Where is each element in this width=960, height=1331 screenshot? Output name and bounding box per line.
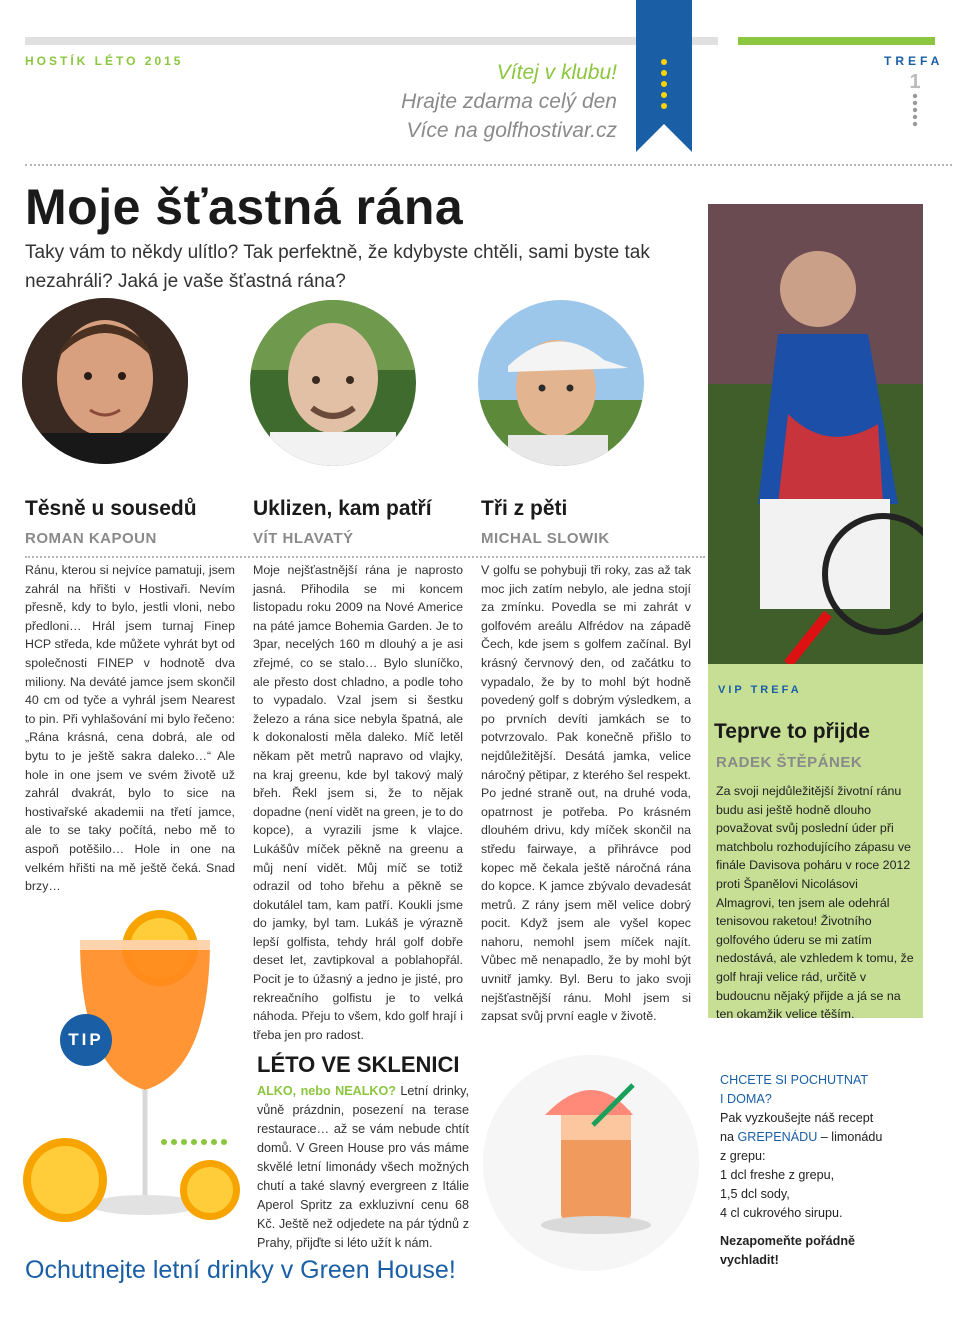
portrait-vit-hlavaty — [250, 300, 416, 466]
recipe-box — [720, 1071, 940, 1270]
arrow-right-icon — [160, 1132, 250, 1152]
recipe-line-2 — [720, 1128, 940, 1147]
section-tag: TREFA — [884, 54, 944, 68]
promo-line-2: Hrajte zdarma celý den — [401, 90, 617, 113]
recipe-line-3: z grepu: — [720, 1149, 766, 1163]
columns-divider — [25, 556, 705, 558]
recipe-highlight: GREPENÁDU — [737, 1130, 818, 1144]
column1-title: Těsně u sousedů — [25, 497, 197, 520]
tip-label: TIP — [68, 1030, 104, 1049]
grapefruit-drink-photo — [483, 1055, 699, 1271]
issue-tag: HOSTÍK LÉTO 2015 — [25, 54, 184, 68]
page-number: 1 — [909, 71, 921, 93]
recipe-line-1: Pak vyzkoušejte náš recept — [720, 1111, 874, 1125]
vip-photo-radek-stepanek — [708, 204, 923, 664]
article-title: Moje šťastná rána — [25, 179, 464, 235]
recipe-line-2-suffix: – limonádu — [820, 1130, 883, 1144]
recipe-heading-2: I DOMA? — [720, 1092, 772, 1106]
drinks-text: Letní drinky, vůně prázdnin, posezení na terase restaurace… až se vám nebude chtít domů. V Green House pro vás máme skvělé letní limonády všech možných chutí a také slavný evergreen z Itálie Aperol Spritz za exkluzivní cenu 68 Kč. Ještě než odjedete na pár týdnů z Prahy, přijďte si léto užít k nám. — [257, 1084, 470, 1250]
header-grey-bar — [25, 37, 718, 45]
header-green-bar — [738, 37, 935, 45]
column2-author: VÍT HLAVATÝ — [253, 530, 354, 547]
drinks-lead: ALKO, nebo NEALKO? — [257, 1084, 396, 1098]
drinks-body — [257, 1082, 469, 1253]
vip-author: RADEK ŠTĚPÁNEK — [716, 754, 863, 771]
page-number-marker — [908, 72, 922, 122]
column1-text: Ránu, kterou si nejvíce pamatuji, jsem zahrál na hřišti v Hostivaři. Nevím přesně, kdy to bylo, jestli vloni, nebo předloni… Hrál jsem turnaj Finep HCP středa, kde můžete vyhrát byt od společnosti FINEP v hodnotě dva miliony. Na deváté jamce jsem skončil 40 cm od tyče a vyhrál jsem Nearest to pin. Při vyhlašování mi bylo řečeno: „Rána krásná, cena dobrá, ale od bytu to je ještě sakra daleko…“ Ale hole in one jsem ve svém životě už zahrál dvakrát, bylo to sice na hostivařské akademii na třetí jamce, ale to se taky počítá, nebo mě to aspoň potěšilo… Hole in one na velkém hřišti na mě ještě čeká. Snad brzy… — [25, 563, 235, 894]
drinks-title: LÉTO VE SKLENICI — [257, 1052, 460, 1077]
dots-icon — [908, 92, 922, 132]
tip-badge — [60, 1014, 112, 1066]
header-divider — [25, 164, 952, 166]
recipe-ingredient-1: 1 dcl freshe z grepu, — [720, 1168, 835, 1182]
aperol-spritz-illustration — [10, 890, 250, 1260]
promo-line-3: Více na golfhostivar.cz — [406, 119, 617, 142]
column2-title: Uklizen, kam patří — [253, 497, 432, 520]
ribbon-bookmark-icon — [636, 0, 692, 152]
promo-line-1: Vítej v klubu! — [496, 61, 617, 84]
column3-title: Tři z pěti — [481, 497, 568, 520]
vip-box — [708, 664, 923, 1022]
vip-title: Teprve to přijde — [714, 720, 870, 743]
recipe-ingredient-3: 4 cl cukrového sirupu. — [720, 1206, 843, 1220]
recipe-closing: Nezapomeňte pořádně vychladit! — [720, 1234, 856, 1267]
column2-text: Moje nejšťastnější rána je naprosto jasná. Přihodila se mi koncem listopadu roku 2009 na Nové Americe na páté jamce Bohemia Garden. Je to 3par, necelých 160 m dlouhý a je asi zřejmé, co se stalo… Bylo sluníčko, ale přesto dost chladno, a podle toho to vypadalo. Vzal jsem si šestku železo a rána sice nebyla špatná, ale k dokonalosti měla daleko. Míč letěl někam pět metrů napravo od vlajky, na kraj greenu, kde byl takový malý břeh. Řekl jsem si, že to nějak dopadne (není vidět na green, je to do kopce), a vyrazili jsme k vlajce. Lukášův míček pěkně na greenu a můj není vidět. Můj míč se totiž odrazil od toho břehu a pěkně se dokutálel tam, kam patří. Koukli jsme do jamky, byl tam. Lukáš je výrazně lepší golfista, tehdy hrál golf dobře deset let, zavtipkoval a poblahopřál. Pocit je to úžasný a jedno je jisté, pro rekreačního golfistu je to velká náhoda. Přeju to všem, kdo golf hrají i třeba jen pro radost. — [253, 563, 463, 1042]
column1-author: ROMAN KAPOUN — [25, 530, 157, 547]
club-promo[interactable] — [330, 58, 617, 145]
portrait-roman-kapoun — [22, 298, 188, 464]
drinks-footer: Ochutnejte letní drinky v Green House! — [25, 1256, 456, 1284]
vip-tag: VIP TREFA — [718, 684, 802, 696]
article-intro: Taky vám to někdy ulítlo? Tak perfektně, že kdybyste chtěli, sami byste tak nezahráli? Jaká je vaše šťastná rána? — [25, 242, 650, 292]
vip-text: Za svoji nejdůležitější životní ránu budu asi ještě hodně dlouho považovat svůj poslední úder při matchbolu rozhodujícího zápasu ve finále Davisova poháru v roce 2012 proti Španělovi Nicolásovi Almagrovi, ten jsem ale odehrál tenisovou raketou! Životního golfového úderu se mi zatím nedostává, ale vzhledem k tomu, že golf hraji velice rád, určitě v budoucnu nějaký přijde a já se na ten okamžik velice těším. — [716, 784, 914, 1022]
column3-text: V golfu se pohybuji tři roky, zas až tak moc jich zatím nebylo, ale jedna stojí za zmínku. Povedla se mi zahrát v golfovém areálu Alfrédov na západě Čech, kde jsem s golfem začínal. Byl krásný červnový den, od začátku to vypadalo, že by to mohl být hodně povedený golf s dobrým výsledkem, a po prvních devíti jamkách se to potvrzovalo. Pak konečně přišlo to nejdůležitější. Desátá jamka, velice náročný pětipar, z kterého šel respekt. Po jedné straně out, na druhé voda, opatrnost je potřeba. Po krásném dlouhém drivu, kdy míček skončil na středu fairwaye, a přihrávce pod kopec mě čekala ještě náročná rána do kopce. K jamce zbývalo devadesát metrů. Z rány jsem měl velice dobrý pocit. Když jsem ale vyšel kopec nahoru, nemohl jsem míček najít. Vůbec mě nenapadlo, že by mohl být uvnitř jamky. Byl. Beru to jako svoji nejšťastnější ránu. Mohl jsem si zapsat svůj první eagle v životě. — [481, 563, 691, 1024]
recipe-ingredient-2: 1,5 dcl sody, — [720, 1187, 790, 1201]
portrait-michal-slowik — [478, 300, 644, 466]
recipe-line-2-prefix: na — [720, 1130, 735, 1144]
recipe-heading-1: CHCETE SI POCHUTNAT — [720, 1073, 869, 1087]
column3-author: MICHAL SLOWIK — [481, 530, 610, 547]
